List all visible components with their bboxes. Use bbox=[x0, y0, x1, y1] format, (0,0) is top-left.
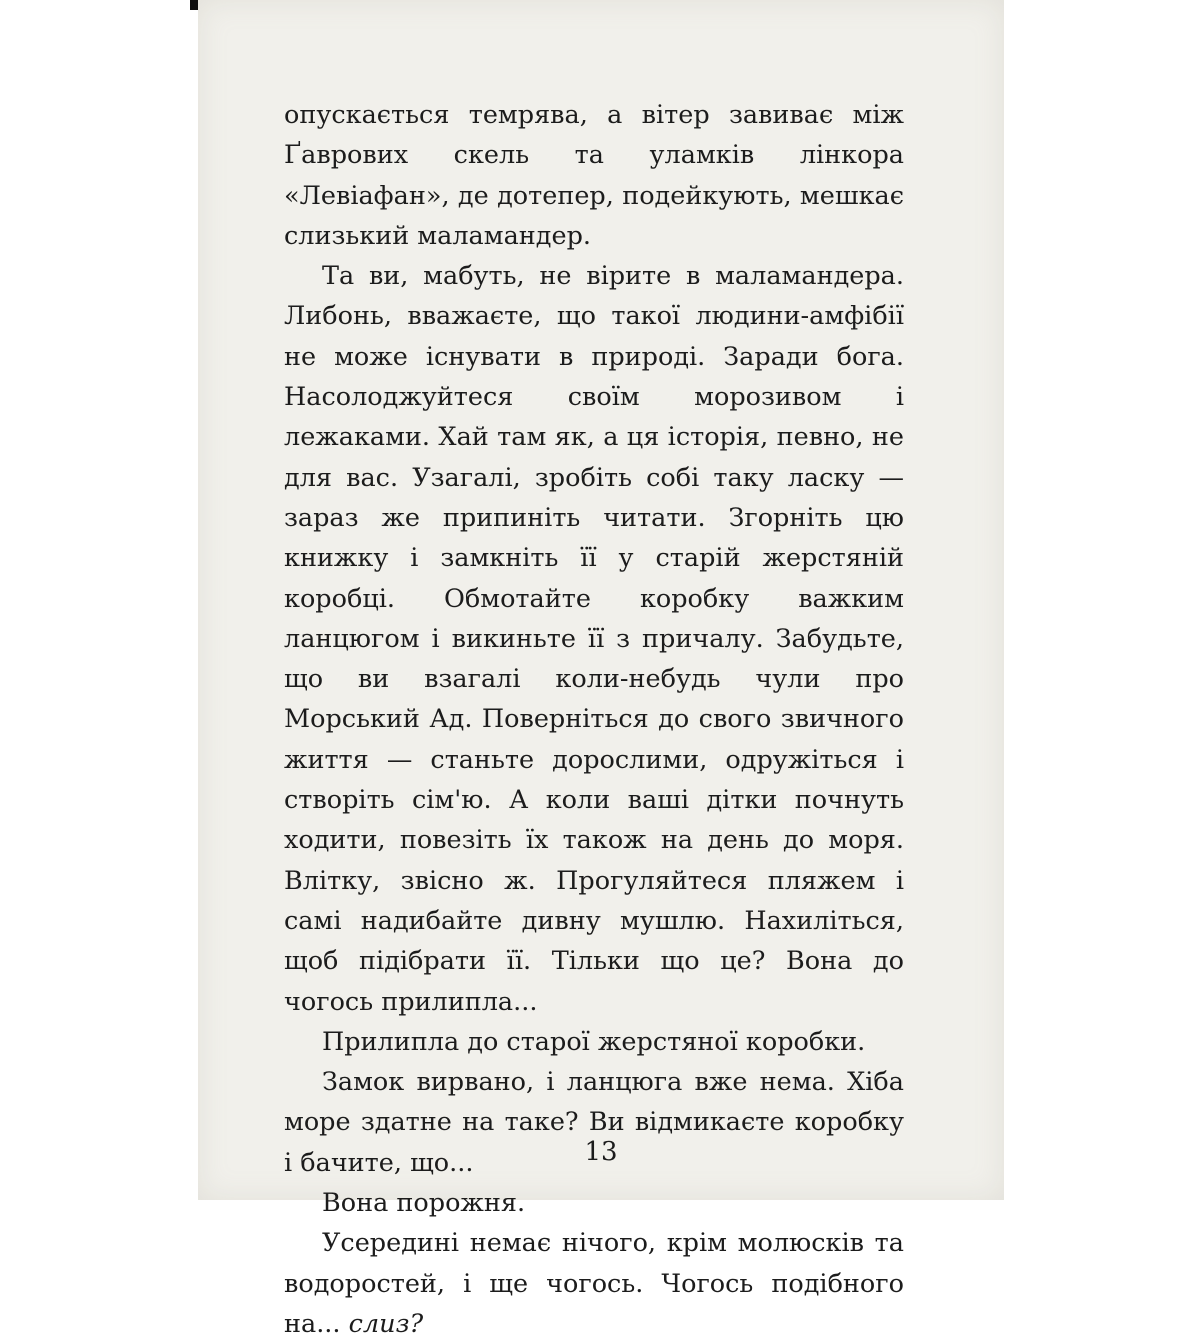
paragraph-1: опускається темрява, а вітер завиває між Ґаврових скель та уламків лінкора «Левіафан», де дотепер, подейкують, мешкає слизький маламандер. bbox=[284, 100, 904, 251]
page-number: 13 bbox=[584, 1137, 618, 1167]
paragraph-2: Та ви, мабуть, не вірите в маламандера. Либонь, вважаєте, що такої людини-амфібії не може існувати в природі. Заради бога. Насолоджуйтеся своїм морозивом і лежаками. Хай там як, а ця історія, певно, не для вас. Узагалі, зробіть собі таку ласку — зараз же припиніть читати. Згорніть цю книжку і замкніть її у старій жерстяній коробці. Обмотайте коробку важким ланцюгом і викиньте її з причалу. Забудьте, що ви взагалі коли-небудь чули про Морський Ад. Поверніться до свого звичного життя — станьте дорослими, одружіться і створіть сім'ю. А коли ваші дітки почнуть ходити, повезіть їх також на день до моря. Влітку, звісно ж. Прогуляйтеся пляжем і самі надибайте дивну мушлю. Нахиліться, щоб підібрати її. Тільки що це? Вона до чогось прилипла... bbox=[284, 261, 904, 1017]
paragraph-6 bbox=[284, 1223, 904, 1344]
paragraph-6-text: Усередині немає нічого, крім молюсків та водоростей, і ще чогось. Чогось подібного на... bbox=[284, 1228, 904, 1339]
paragraph-3: Прилипла до старої жерстяної коробки. bbox=[322, 1026, 866, 1057]
paragraph-6-emphasis: слиз? bbox=[348, 1308, 424, 1339]
book-page bbox=[198, 0, 1004, 1339]
paragraph-5: Вона порожня. bbox=[322, 1188, 526, 1219]
paragraph-4: Замок вирвано, і ланцюга вже нема. Хіба море здатне на таке? Ви відмикаєте коробку і бачите, що... bbox=[284, 1067, 904, 1178]
